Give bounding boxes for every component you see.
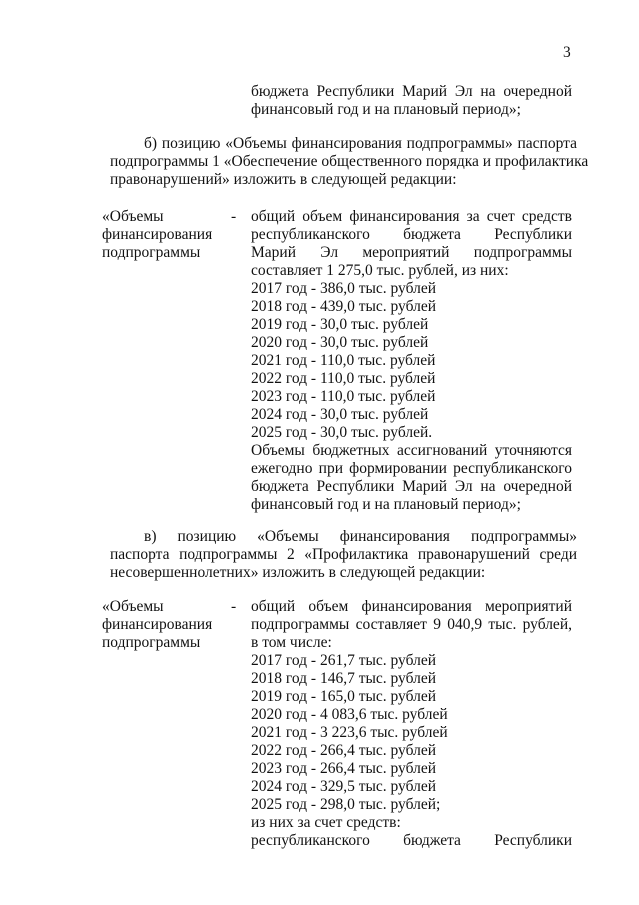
year-line: 2025 год - 298,0 тыс. рублей; [251,796,441,813]
block2-label [102,598,227,652]
year-line: 2024 год - 329,5 тыс. рублей [251,778,437,795]
year-line: 2025 год - 30,0 тыс. рублей. [251,424,433,441]
content-line: составляет 1 275,0 тыс. рублей, из них: [251,262,509,279]
text-line: бюджета Республики Марий Эл на очередной [251,83,572,100]
block2-dash: - [231,598,237,615]
content-line: республиканского бюджета Республики [251,832,572,849]
content-line: бюджета Республики Марий Эл на очередной [251,478,572,495]
text-line: подпрограммы 1 «Обеспечение общественного порядка и профилактика [110,153,589,170]
label-line: «Объемы [102,208,164,225]
content-line: из них за счет средств: [251,814,401,831]
year-line: 2017 год - 386,0 тыс. рублей [251,280,437,297]
label-line: финансирования [102,616,213,633]
content-line: общий объем финансирования за счет средств [251,208,572,225]
text-line: правонарушений» изложить в следующей редакции: [110,171,457,188]
year-line: 2020 год - 30,0 тыс. рублей [251,334,429,351]
content-line: Марий Эл мероприятий подпрограммы [251,244,572,261]
year-line: 2017 год - 261,7 тыс. рублей [251,652,437,669]
content-line: финансовый год и на плановый период»; [251,496,521,513]
year-line: 2019 год - 30,0 тыс. рублей [251,316,429,333]
content-line: республиканского бюджета Республики [251,226,572,243]
year-line: 2022 год - 266,4 тыс. рублей [251,742,437,759]
top-continuation [251,83,572,119]
year-line: 2023 год - 266,4 тыс. рублей [251,760,437,777]
block1-dash: - [231,208,237,225]
text-line: в) позицию «Объемы финансирования подпрограммы» [144,528,577,545]
label-line: финансирования [102,226,213,243]
year-line: 2021 год - 110,0 тыс. рублей [251,352,436,369]
year-line: 2020 год - 4 083,6 тыс. рублей [251,706,448,723]
block1-content [251,208,572,514]
item-v-paragraph [110,528,577,582]
page-number: 3 [563,44,571,61]
year-line: 2019 год - 165,0 тыс. рублей [251,688,437,705]
content-line: в том числе: [251,634,332,651]
text-line: б) позицию «Объемы финансирования подпрограммы» паспорта [144,135,577,152]
text-line: финансовый год и на плановый период»; [251,101,521,118]
block2-content [251,598,572,850]
year-line: 2024 год - 30,0 тыс. рублей [251,406,429,423]
content-line: Объемы бюджетных ассигнований уточняются [251,442,572,459]
year-line: 2022 год - 110,0 тыс. рублей [251,370,436,387]
content-line: подпрограммы составляет 9 040,9 тыс. рублей, [251,616,572,633]
year-line: 2023 год - 110,0 тыс. рублей [251,388,436,405]
year-line: 2021 год - 3 223,6 тыс. рублей [251,724,448,741]
block1-label [102,208,227,262]
year-line: 2018 год - 146,7 тыс. рублей [251,670,437,687]
text-line: несовершеннолетних» изложить в следующей редакции: [110,564,486,581]
item-b-paragraph [110,135,589,189]
year-line: 2018 год - 439,0 тыс. рублей [251,298,437,315]
label-line: подпрограммы [102,244,201,261]
text-line: паспорта подпрограммы 2 «Профилактика правонарушений среди [110,546,577,563]
label-line: подпрограммы [102,634,201,651]
content-line: общий объем финансирования мероприятий [251,598,572,615]
label-line: «Объемы [102,598,164,615]
content-line: ежегодно при формировании республиканского [251,460,572,477]
